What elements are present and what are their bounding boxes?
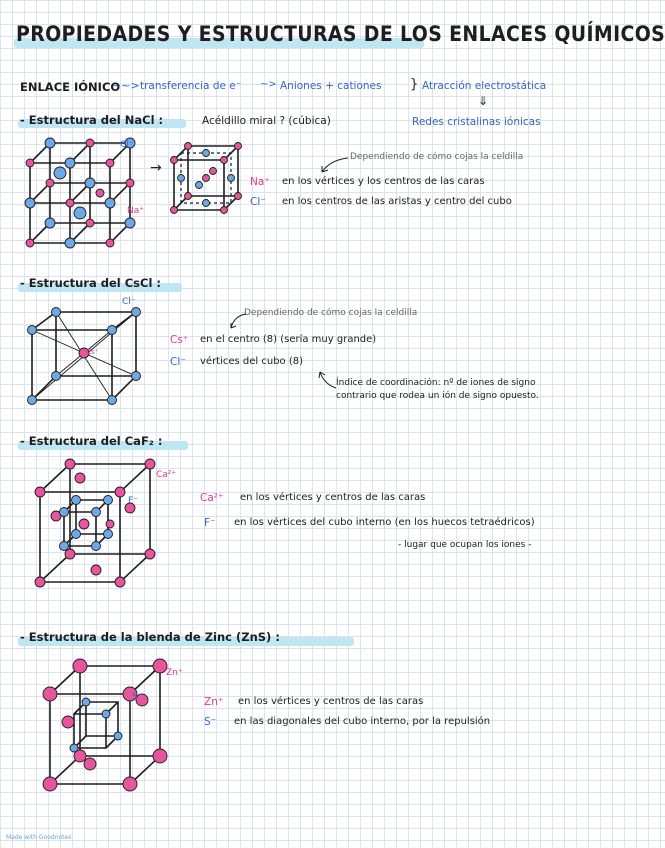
nacl-lattice-edges xyxy=(30,143,130,243)
nacl-na-label: Na⁺ xyxy=(127,206,144,216)
caf2-heading: - Estructura del CaF₂ : xyxy=(20,434,163,448)
coordination-arrow xyxy=(316,368,338,390)
nacl-cell-note: Dependiendo de cómo cojas la celdilla xyxy=(350,152,524,162)
cscl-note-arrow xyxy=(228,312,248,332)
caf2-ca-description: en los vértices y centros de las caras xyxy=(240,492,426,503)
caf2-ions xyxy=(35,459,155,587)
squiggle-arrow-2: ~> xyxy=(260,79,277,90)
page-title: PROPIEDADES Y ESTRUCTURAS DE LOS ENLACES QUÍMICOS xyxy=(16,22,665,46)
cscl-unit-cell-diagram xyxy=(28,308,148,408)
caf2-ca-ion: Ca²⁺ xyxy=(200,492,224,504)
cscl-heading: - Estructura del CsCl : xyxy=(20,276,162,290)
down-double-arrow: ⇓ xyxy=(478,94,489,108)
nacl-na-ion: Na⁺ xyxy=(250,176,270,188)
zns-zn-label: Zn⁺ xyxy=(166,668,183,678)
nacl-na-description: en los vértices y los centros de las caras xyxy=(282,176,485,187)
caf2-unit-cell-diagram xyxy=(20,458,160,588)
electron-transfer-text: transferencia de e⁻ xyxy=(140,80,242,92)
cscl-cl-label: Cl⁻ xyxy=(122,297,136,307)
cscl-cell-note: Dependiendo de cómo cojas la celdilla xyxy=(244,308,418,318)
zns-heading: - Estructura de la blenda de Zinc (ZnS) : xyxy=(20,630,280,644)
coordination-index-line-2: contrario que rodea un ión de signo opuesto. xyxy=(336,391,539,401)
caf2-f-label: F⁻ xyxy=(128,496,138,506)
nacl-cl-ion: Cl⁻ xyxy=(250,196,266,208)
nacl-cl-label: Cl⁻ xyxy=(120,140,134,150)
coordination-index-line-1: Índice de coordinación: nº de iones de signo xyxy=(336,378,536,388)
nacl-arrow: → xyxy=(150,160,162,176)
cscl-cl-description: vértices del cubo (8) xyxy=(200,356,304,367)
goodnotes-brand: Made with Goodnotes xyxy=(6,834,72,841)
nacl-unit-cell-diagram xyxy=(168,140,248,220)
ions-text: Aniones + cationes xyxy=(280,80,382,92)
caf2-place-note: - lugar que ocupan los iones - xyxy=(398,540,532,550)
cscl-cs-ion: Cs⁺ xyxy=(170,334,189,346)
caf2-f-ion: F⁻ xyxy=(204,517,216,529)
cscl-cs-description: en el centro (8) (sería muy grande) xyxy=(200,334,377,345)
nacl-heading: - Estructura del NaCl : xyxy=(20,113,164,127)
zns-s-label: S⁻ xyxy=(132,692,143,702)
nacl-subtitle: Acéldillo miral ? (cúbica) xyxy=(202,115,331,127)
zns-zn-ion: Zn⁺ xyxy=(204,696,224,708)
ionic-bond-label: ENLACE IÓNICO xyxy=(20,80,121,94)
zns-s-ion: S⁻ xyxy=(204,716,217,728)
attraction-text: Atracción electrostática xyxy=(422,80,547,92)
zns-s-description: en las diagonales del cubo interno, por la repulsión xyxy=(234,716,491,727)
zns-zn-description: en los vértices y centros de las caras xyxy=(238,696,424,707)
zns-ions xyxy=(43,659,167,791)
nacl-cl-description: en los centros de las aristas y centro del cubo xyxy=(282,196,512,207)
crystal-networks-text: Redes cristalinas iónicas xyxy=(412,116,541,128)
cscl-cl-ion: Cl⁻ xyxy=(170,356,186,368)
nacl-lattice-diagram xyxy=(20,135,150,255)
cscl-cs-label: Cs⁺ xyxy=(86,348,99,356)
brace: } xyxy=(410,77,419,92)
nacl-note-arrow xyxy=(318,156,348,176)
zns-unit-cell-diagram xyxy=(30,660,170,790)
squiggle-arrow: ~~> xyxy=(112,79,140,92)
caf2-ca-label: Ca²⁺ xyxy=(156,470,177,480)
caf2-f-description: en los vértices del cubo interno (en los huecos tetraédricos) xyxy=(234,517,535,528)
